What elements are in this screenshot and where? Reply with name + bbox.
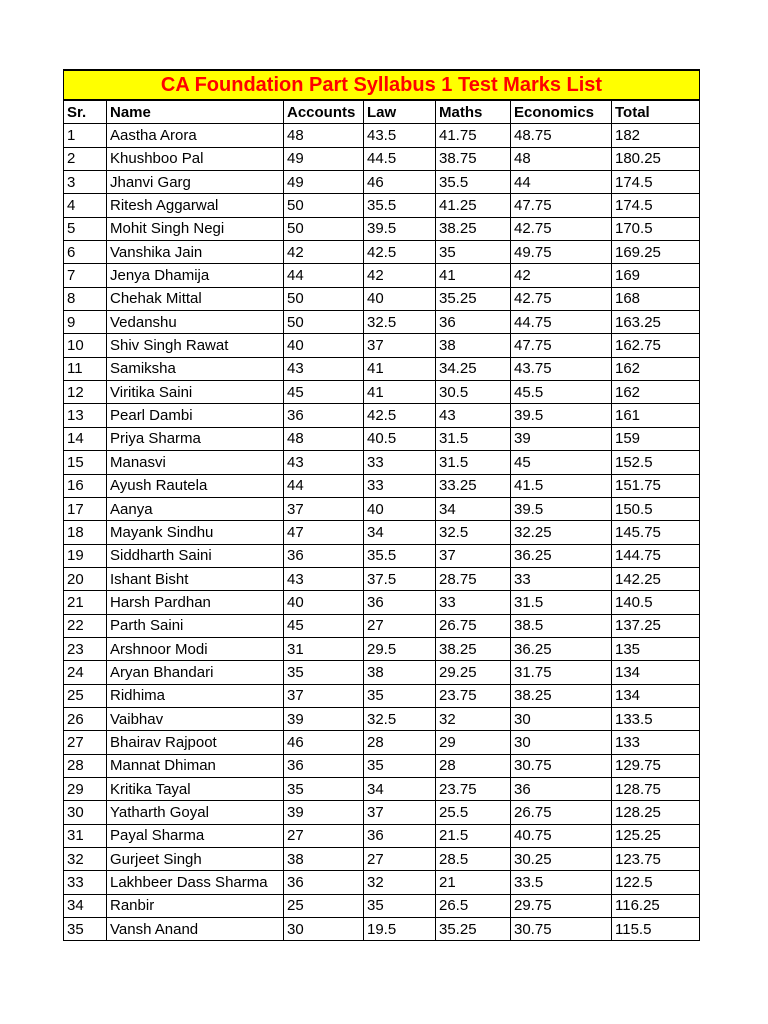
cell-maths[interactable]: 33.25 [436, 474, 511, 497]
cell-maths[interactable]: 29 [436, 731, 511, 754]
cell-accounts[interactable]: 36 [284, 871, 364, 894]
cell-law[interactable]: 34 [364, 521, 436, 544]
cell-accounts[interactable]: 25 [284, 894, 364, 917]
cell-accounts[interactable]: 35 [284, 777, 364, 800]
cell-economics[interactable]: 39 [511, 427, 612, 450]
table-row [64, 591, 700, 614]
cell-law[interactable]: 41 [364, 381, 436, 404]
table-row [64, 381, 700, 404]
cell-accounts[interactable]: 44 [284, 474, 364, 497]
cell-sr[interactable]: 7 [64, 264, 107, 287]
cell-accounts[interactable]: 36 [284, 754, 364, 777]
cell-accounts[interactable]: 42 [284, 241, 364, 264]
cell-law[interactable]: 32.5 [364, 707, 436, 730]
cell-total[interactable]: 170.5 [612, 217, 700, 240]
cell-accounts[interactable]: 30 [284, 918, 364, 941]
table-row [64, 194, 700, 217]
header-law[interactable]: Law [364, 100, 436, 124]
cell-sr[interactable]: 4 [64, 194, 107, 217]
cell-economics[interactable]: 29.75 [511, 894, 612, 917]
cell-name[interactable]: Aastha Arora [107, 124, 284, 147]
cell-sr[interactable]: 20 [64, 567, 107, 590]
cell-sr[interactable]: 13 [64, 404, 107, 427]
cell-maths[interactable]: 23.75 [436, 684, 511, 707]
cell-total[interactable]: 161 [612, 404, 700, 427]
cell-sr[interactable]: 26 [64, 707, 107, 730]
cell-sr[interactable]: 23 [64, 637, 107, 660]
cell-sr[interactable]: 8 [64, 287, 107, 310]
cell-maths[interactable]: 35.25 [436, 287, 511, 310]
cell-total[interactable]: 162 [612, 357, 700, 380]
cell-name[interactable]: Jhanvi Garg [107, 171, 284, 194]
cell-economics[interactable]: 47.75 [511, 334, 612, 357]
cell-total[interactable]: 129.75 [612, 754, 700, 777]
header-sr[interactable]: Sr. [64, 100, 107, 124]
cell-accounts[interactable]: 47 [284, 521, 364, 544]
cell-maths[interactable]: 33 [436, 591, 511, 614]
cell-accounts[interactable]: 38 [284, 848, 364, 871]
cell-economics[interactable]: 49.75 [511, 241, 612, 264]
cell-law[interactable]: 27 [364, 848, 436, 871]
cell-total[interactable]: 116.25 [612, 894, 700, 917]
cell-name[interactable]: Ranbir [107, 894, 284, 917]
cell-total[interactable]: 180.25 [612, 147, 700, 170]
cell-maths[interactable]: 26.5 [436, 894, 511, 917]
cell-total[interactable]: 168 [612, 287, 700, 310]
cell-accounts[interactable]: 43 [284, 567, 364, 590]
cell-law[interactable]: 33 [364, 451, 436, 474]
cell-accounts[interactable]: 36 [284, 544, 364, 567]
table-row [64, 824, 700, 847]
cell-maths[interactable]: 38.75 [436, 147, 511, 170]
cell-name[interactable]: Vaibhav [107, 707, 284, 730]
cell-economics[interactable]: 39.5 [511, 497, 612, 520]
cell-total[interactable]: 162 [612, 381, 700, 404]
header-total[interactable]: Total [612, 100, 700, 124]
cell-total[interactable]: 162.75 [612, 334, 700, 357]
cell-law[interactable]: 42 [364, 264, 436, 287]
table-row [64, 334, 700, 357]
cell-name[interactable]: Shiv Singh Rawat [107, 334, 284, 357]
table-row [64, 474, 700, 497]
cell-law[interactable]: 33 [364, 474, 436, 497]
cell-law[interactable]: 43.5 [364, 124, 436, 147]
cell-maths[interactable]: 41.75 [436, 124, 511, 147]
cell-economics[interactable]: 42.75 [511, 287, 612, 310]
cell-total[interactable]: 135 [612, 637, 700, 660]
cell-sr[interactable]: 16 [64, 474, 107, 497]
cell-maths[interactable]: 28.5 [436, 848, 511, 871]
header-row [64, 100, 700, 124]
cell-maths[interactable]: 34 [436, 497, 511, 520]
cell-total[interactable]: 163.25 [612, 311, 700, 334]
cell-accounts[interactable]: 39 [284, 707, 364, 730]
cell-maths[interactable]: 38.25 [436, 217, 511, 240]
cell-name[interactable]: Arshnoor Modi [107, 637, 284, 660]
cell-economics[interactable]: 33.5 [511, 871, 612, 894]
cell-total[interactable]: 137.25 [612, 614, 700, 637]
cell-economics[interactable]: 30 [511, 707, 612, 730]
cell-maths[interactable]: 21 [436, 871, 511, 894]
table-row [64, 894, 700, 917]
table-row [64, 171, 700, 194]
cell-total[interactable]: 133 [612, 731, 700, 754]
table-title[interactable]: CA Foundation Part Syllabus 1 Test Marks List [64, 70, 700, 100]
cell-economics[interactable]: 45.5 [511, 381, 612, 404]
cell-sr[interactable]: 34 [64, 894, 107, 917]
cell-name[interactable]: Samiksha [107, 357, 284, 380]
cell-sr[interactable]: 5 [64, 217, 107, 240]
cell-economics[interactable]: 47.75 [511, 194, 612, 217]
cell-total[interactable]: 174.5 [612, 194, 700, 217]
cell-total[interactable]: 145.75 [612, 521, 700, 544]
cell-law[interactable]: 42.5 [364, 241, 436, 264]
cell-maths[interactable]: 32.5 [436, 521, 511, 544]
cell-total[interactable]: 122.5 [612, 871, 700, 894]
cell-sr[interactable]: 2 [64, 147, 107, 170]
cell-name[interactable]: Vansh Anand [107, 918, 284, 941]
cell-law[interactable]: 29.5 [364, 637, 436, 660]
cell-accounts[interactable]: 45 [284, 381, 364, 404]
cell-sr[interactable]: 30 [64, 801, 107, 824]
cell-total[interactable]: 174.5 [612, 171, 700, 194]
cell-maths[interactable]: 21.5 [436, 824, 511, 847]
cell-maths[interactable]: 30.5 [436, 381, 511, 404]
header-economics[interactable]: Economics [511, 100, 612, 124]
cell-law[interactable]: 27 [364, 614, 436, 637]
cell-economics[interactable]: 31.75 [511, 661, 612, 684]
table-row [64, 497, 700, 520]
cell-law[interactable]: 34 [364, 777, 436, 800]
cell-sr[interactable]: 9 [64, 311, 107, 334]
cell-economics[interactable]: 31.5 [511, 591, 612, 614]
cell-accounts[interactable]: 27 [284, 824, 364, 847]
cell-law[interactable]: 46 [364, 171, 436, 194]
cell-name[interactable]: Gurjeet Singh [107, 848, 284, 871]
cell-sr[interactable]: 22 [64, 614, 107, 637]
cell-law[interactable]: 44.5 [364, 147, 436, 170]
table-row [64, 544, 700, 567]
cell-maths[interactable]: 36 [436, 311, 511, 334]
cell-law[interactable]: 32.5 [364, 311, 436, 334]
cell-accounts[interactable]: 37 [284, 684, 364, 707]
cell-total[interactable]: 123.75 [612, 848, 700, 871]
table-row [64, 521, 700, 544]
cell-law[interactable]: 32 [364, 871, 436, 894]
table-row [64, 287, 700, 310]
cell-accounts[interactable]: 50 [284, 194, 364, 217]
cell-law[interactable]: 37 [364, 334, 436, 357]
cell-sr[interactable]: 32 [64, 848, 107, 871]
table-row [64, 264, 700, 287]
cell-economics[interactable]: 36.25 [511, 637, 612, 660]
cell-total[interactable]: 128.25 [612, 801, 700, 824]
cell-sr[interactable]: 18 [64, 521, 107, 544]
cell-law[interactable]: 35 [364, 684, 436, 707]
cell-sr[interactable]: 15 [64, 451, 107, 474]
cell-sr[interactable]: 11 [64, 357, 107, 380]
cell-maths[interactable]: 28.75 [436, 567, 511, 590]
cell-total[interactable]: 144.75 [612, 544, 700, 567]
table-row [64, 427, 700, 450]
cell-total[interactable]: 150.5 [612, 497, 700, 520]
cell-maths[interactable]: 35 [436, 241, 511, 264]
cell-total[interactable]: 125.25 [612, 824, 700, 847]
cell-total[interactable]: 151.75 [612, 474, 700, 497]
cell-maths[interactable]: 38.25 [436, 637, 511, 660]
cell-sr[interactable]: 10 [64, 334, 107, 357]
cell-sr[interactable]: 3 [64, 171, 107, 194]
cell-accounts[interactable]: 46 [284, 731, 364, 754]
cell-sr[interactable]: 6 [64, 241, 107, 264]
cell-economics[interactable]: 30.25 [511, 848, 612, 871]
header-accounts[interactable]: Accounts [284, 100, 364, 124]
cell-accounts[interactable]: 45 [284, 614, 364, 637]
table-row [64, 614, 700, 637]
cell-name[interactable]: Vedanshu [107, 311, 284, 334]
cell-name[interactable]: Mayank Sindhu [107, 521, 284, 544]
cell-economics[interactable]: 36.25 [511, 544, 612, 567]
cell-accounts[interactable]: 36 [284, 404, 364, 427]
cell-economics[interactable]: 30.75 [511, 918, 612, 941]
cell-name[interactable]: Viritika Saini [107, 381, 284, 404]
cell-total[interactable]: 115.5 [612, 918, 700, 941]
cell-law[interactable]: 36 [364, 591, 436, 614]
cell-economics[interactable]: 48 [511, 147, 612, 170]
cell-economics[interactable]: 33 [511, 567, 612, 590]
cell-maths[interactable]: 31.5 [436, 451, 511, 474]
cell-economics[interactable]: 36 [511, 777, 612, 800]
cell-economics[interactable]: 40.75 [511, 824, 612, 847]
cell-maths[interactable]: 23.75 [436, 777, 511, 800]
cell-name[interactable]: Payal Sharma [107, 824, 284, 847]
table-row [64, 707, 700, 730]
cell-law[interactable]: 36 [364, 824, 436, 847]
cell-law[interactable]: 28 [364, 731, 436, 754]
table-row [64, 357, 700, 380]
cell-economics[interactable]: 30.75 [511, 754, 612, 777]
table-row [64, 731, 700, 754]
cell-maths[interactable]: 29.25 [436, 661, 511, 684]
cell-maths[interactable]: 34.25 [436, 357, 511, 380]
cell-economics[interactable]: 39.5 [511, 404, 612, 427]
cell-name[interactable]: Ritesh Aggarwal [107, 194, 284, 217]
cell-law[interactable]: 35.5 [364, 544, 436, 567]
marks-body [64, 124, 700, 941]
cell-accounts[interactable]: 37 [284, 497, 364, 520]
cell-accounts[interactable]: 31 [284, 637, 364, 660]
cell-name[interactable]: Aryan Bhandari [107, 661, 284, 684]
cell-maths[interactable]: 43 [436, 404, 511, 427]
cell-sr[interactable]: 1 [64, 124, 107, 147]
cell-total[interactable]: 134 [612, 684, 700, 707]
cell-name[interactable]: Khushboo Pal [107, 147, 284, 170]
cell-name[interactable]: Kritika Tayal [107, 777, 284, 800]
cell-sr[interactable]: 14 [64, 427, 107, 450]
cell-name[interactable]: Priya Sharma [107, 427, 284, 450]
cell-name[interactable]: Pearl Dambi [107, 404, 284, 427]
table-row [64, 777, 700, 800]
table-row [64, 637, 700, 660]
table-row [64, 918, 700, 941]
table-row [64, 848, 700, 871]
cell-name[interactable]: Yatharth Goyal [107, 801, 284, 824]
cell-sr[interactable]: 35 [64, 918, 107, 941]
cell-name[interactable]: Ridhima [107, 684, 284, 707]
cell-law[interactable]: 40.5 [364, 427, 436, 450]
cell-economics[interactable]: 42.75 [511, 217, 612, 240]
cell-economics[interactable]: 38.25 [511, 684, 612, 707]
cell-accounts[interactable]: 50 [284, 311, 364, 334]
table-row [64, 871, 700, 894]
cell-law[interactable]: 37.5 [364, 567, 436, 590]
cell-total[interactable]: 134 [612, 661, 700, 684]
header-name[interactable]: Name [107, 100, 284, 124]
marks-sheet [63, 69, 699, 941]
table-row [64, 147, 700, 170]
cell-accounts[interactable]: 40 [284, 591, 364, 614]
cell-total[interactable]: 169.25 [612, 241, 700, 264]
cell-total[interactable]: 140.5 [612, 591, 700, 614]
cell-law[interactable]: 40 [364, 497, 436, 520]
cell-name[interactable]: Ayush Rautela [107, 474, 284, 497]
cell-law[interactable]: 35 [364, 754, 436, 777]
cell-accounts[interactable]: 50 [284, 287, 364, 310]
cell-economics[interactable]: 26.75 [511, 801, 612, 824]
cell-accounts[interactable]: 50 [284, 217, 364, 240]
cell-sr[interactable]: 21 [64, 591, 107, 614]
cell-sr[interactable]: 17 [64, 497, 107, 520]
cell-maths[interactable]: 28 [436, 754, 511, 777]
cell-name[interactable]: Mohit Singh Negi [107, 217, 284, 240]
cell-sr[interactable]: 19 [64, 544, 107, 567]
cell-total[interactable]: 128.75 [612, 777, 700, 800]
cell-economics[interactable]: 30 [511, 731, 612, 754]
cell-accounts[interactable]: 35 [284, 661, 364, 684]
table-row [64, 124, 700, 147]
cell-economics[interactable]: 45 [511, 451, 612, 474]
cell-accounts[interactable]: 49 [284, 147, 364, 170]
cell-maths[interactable]: 41 [436, 264, 511, 287]
cell-accounts[interactable]: 40 [284, 334, 364, 357]
cell-sr[interactable]: 27 [64, 731, 107, 754]
cell-accounts[interactable]: 49 [284, 171, 364, 194]
cell-name[interactable]: Lakhbeer Dass Sharma [107, 871, 284, 894]
cell-name[interactable]: Mannat Dhiman [107, 754, 284, 777]
cell-maths[interactable]: 37 [436, 544, 511, 567]
title-row [64, 70, 700, 100]
cell-accounts[interactable]: 48 [284, 124, 364, 147]
cell-economics[interactable]: 32.25 [511, 521, 612, 544]
table-row [64, 754, 700, 777]
cell-name[interactable]: Ishant Bisht [107, 567, 284, 590]
cell-accounts[interactable]: 44 [284, 264, 364, 287]
cell-sr[interactable]: 28 [64, 754, 107, 777]
cell-economics[interactable]: 43.75 [511, 357, 612, 380]
table-row [64, 451, 700, 474]
table-row [64, 684, 700, 707]
table-row [64, 801, 700, 824]
cell-accounts[interactable]: 43 [284, 451, 364, 474]
cell-maths[interactable]: 35.25 [436, 918, 511, 941]
cell-name[interactable]: Chehak Mittal [107, 287, 284, 310]
cell-total[interactable]: 182 [612, 124, 700, 147]
cell-economics[interactable]: 44 [511, 171, 612, 194]
table-row [64, 241, 700, 264]
cell-name[interactable]: Aanya [107, 497, 284, 520]
cell-maths[interactable]: 38 [436, 334, 511, 357]
cell-maths[interactable]: 41.25 [436, 194, 511, 217]
cell-name[interactable]: Harsh Pardhan [107, 591, 284, 614]
cell-maths[interactable]: 32 [436, 707, 511, 730]
cell-law[interactable]: 39.5 [364, 217, 436, 240]
cell-name[interactable]: Manasvi [107, 451, 284, 474]
cell-law[interactable]: 35 [364, 894, 436, 917]
cell-accounts[interactable]: 48 [284, 427, 364, 450]
header-maths[interactable]: Maths [436, 100, 511, 124]
cell-sr[interactable]: 29 [64, 777, 107, 800]
cell-name[interactable]: Siddharth Saini [107, 544, 284, 567]
cell-total[interactable]: 159 [612, 427, 700, 450]
cell-law[interactable]: 42.5 [364, 404, 436, 427]
cell-sr[interactable]: 25 [64, 684, 107, 707]
cell-name[interactable]: Bhairav Rajpoot [107, 731, 284, 754]
table-row [64, 661, 700, 684]
cell-law[interactable]: 40 [364, 287, 436, 310]
cell-law[interactable]: 19.5 [364, 918, 436, 941]
cell-maths[interactable]: 35.5 [436, 171, 511, 194]
cell-sr[interactable]: 12 [64, 381, 107, 404]
cell-law[interactable]: 37 [364, 801, 436, 824]
cell-sr[interactable]: 33 [64, 871, 107, 894]
cell-maths[interactable]: 25.5 [436, 801, 511, 824]
cell-sr[interactable]: 31 [64, 824, 107, 847]
cell-total[interactable]: 152.5 [612, 451, 700, 474]
table-row [64, 217, 700, 240]
cell-total[interactable]: 169 [612, 264, 700, 287]
cell-economics[interactable]: 41.5 [511, 474, 612, 497]
cell-economics[interactable]: 42 [511, 264, 612, 287]
cell-maths[interactable]: 31.5 [436, 427, 511, 450]
cell-total[interactable]: 142.25 [612, 567, 700, 590]
cell-name[interactable]: Vanshika Jain [107, 241, 284, 264]
cell-law[interactable]: 35.5 [364, 194, 436, 217]
table-row [64, 567, 700, 590]
cell-name[interactable]: Parth Saini [107, 614, 284, 637]
cell-sr[interactable]: 24 [64, 661, 107, 684]
cell-economics[interactable]: 48.75 [511, 124, 612, 147]
cell-total[interactable]: 133.5 [612, 707, 700, 730]
cell-name[interactable]: Jenya Dhamija [107, 264, 284, 287]
cell-law[interactable]: 38 [364, 661, 436, 684]
cell-accounts[interactable]: 43 [284, 357, 364, 380]
cell-economics[interactable]: 44.75 [511, 311, 612, 334]
cell-law[interactable]: 41 [364, 357, 436, 380]
cell-maths[interactable]: 26.75 [436, 614, 511, 637]
marks-table [63, 69, 700, 941]
table-row [64, 404, 700, 427]
table-row [64, 311, 700, 334]
cell-accounts[interactable]: 39 [284, 801, 364, 824]
cell-economics[interactable]: 38.5 [511, 614, 612, 637]
